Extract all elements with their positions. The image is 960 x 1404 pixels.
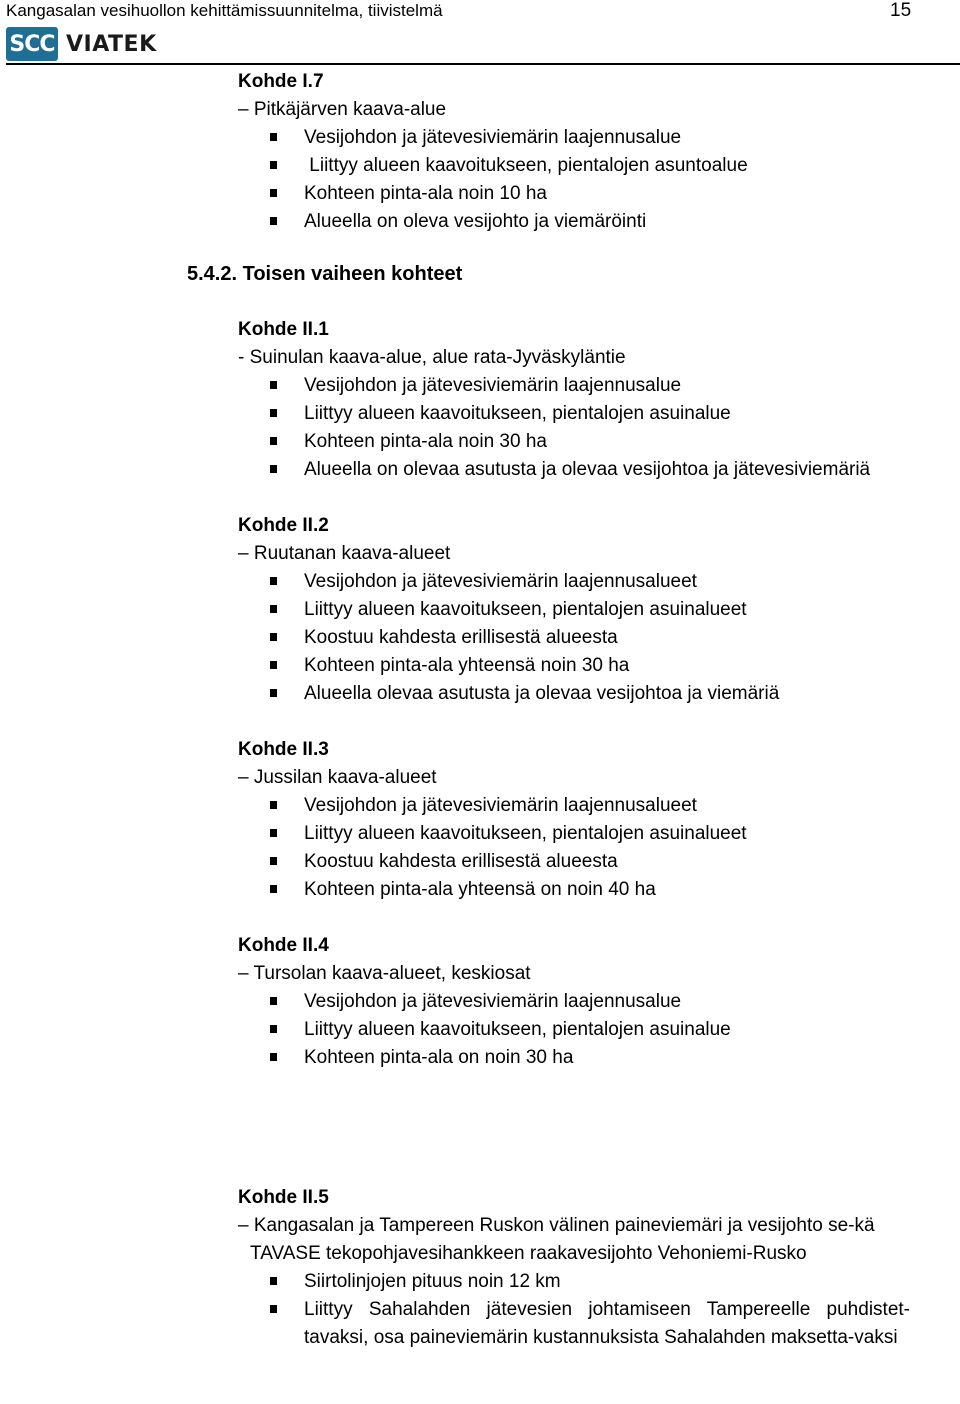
list-item: [0, 428, 960, 456]
list-item: [0, 848, 960, 876]
list-item: [0, 372, 960, 400]
list-item: [0, 400, 960, 428]
bullet-icon: [270, 465, 277, 473]
list-item: [0, 1016, 960, 1044]
list-item-text: Liittyy alueen kaavoitukseen, pientalojen asuinalueet: [304, 823, 747, 844]
list-item-text: Vesijohdon ja jätevesiviemärin laajennusalue: [304, 127, 682, 148]
bullet-icon: [270, 1305, 277, 1313]
bullet-icon: [270, 633, 277, 641]
scc-logo-mark: SCC: [6, 27, 58, 61]
list-item-text: Kohteen pinta-ala yhteensä noin 30 ha: [304, 655, 630, 676]
viatek-logo-text: VIATEK: [66, 31, 157, 57]
list-item: [0, 124, 960, 152]
bullet-icon: [270, 1053, 277, 1061]
item-title: Kohde II.5: [238, 1187, 329, 1208]
page-header: [0, 0, 960, 66]
list-item-text: Liittyy alueen kaavoitukseen, pientalojen asuinalue: [304, 403, 731, 424]
bullet-icon: [270, 1277, 277, 1285]
list-item: [0, 1296, 960, 1352]
list-item-text: Vesijohdon ja jätevesiviemärin laajennusalue: [304, 375, 682, 396]
list-item-text: Kohteen pinta-ala noin 10 ha: [304, 183, 547, 204]
bullet-list: [0, 792, 960, 904]
bullet-icon: [270, 689, 277, 697]
list-item-text: Koostuu kahdesta erillisestä alueesta: [304, 627, 618, 648]
header-divider: [6, 63, 960, 65]
bullet-icon: [270, 437, 277, 445]
bullet-icon: [270, 605, 277, 613]
list-item: [0, 652, 960, 680]
company-logo: [6, 26, 157, 62]
bullet-icon: [270, 857, 277, 865]
item-title: Kohde II.4: [238, 935, 329, 956]
list-item: [0, 152, 960, 180]
list-item-text: Vesijohdon ja jätevesiviemärin laajennusalue: [304, 991, 682, 1012]
bullet-icon: [270, 133, 277, 141]
bullet-icon: [270, 885, 277, 893]
item-description: – Ruutanan kaava-alueet: [238, 543, 451, 564]
list-item: [0, 876, 960, 904]
bullet-icon: [270, 1025, 277, 1033]
document-body: [0, 68, 960, 1352]
list-item: [0, 456, 960, 484]
bullet-icon: [270, 381, 277, 389]
item-title: Kohde II.2: [238, 515, 329, 536]
document-title: Kangasalan vesihuollon kehittämissuunnitelma, tiivistelmä: [6, 1, 443, 20]
list-item-text: Vesijohdon ja jätevesiviemärin laajennusalueet: [304, 795, 697, 816]
list-item-text: Liittyy alueen kaavoitukseen, pientalojen asuntoalue: [304, 155, 748, 176]
bullet-icon: [270, 189, 277, 197]
list-item-text: Alueella on olevaa asutusta ja olevaa vesijohtoa ja jätevesiviemäriä: [304, 459, 871, 480]
list-item: [0, 208, 960, 236]
list-item: [0, 596, 960, 624]
list-item-text: Siirtolinjojen pituus noin 12 km: [304, 1271, 561, 1292]
item-description-secondary: TAVASE tekopohjavesihankkeen raakavesijohto Vehoniemi-Rusko: [250, 1243, 807, 1264]
list-item-text: Kohteen pinta-ala noin 30 ha: [304, 431, 547, 452]
bullet-list: [0, 988, 960, 1072]
bullet-list: [0, 1268, 960, 1352]
list-item-text: Liittyy alueen kaavoitukseen, pientalojen asuinalue: [304, 1019, 731, 1040]
bullet-icon: [270, 801, 277, 809]
item-description: – Jussilan kaava-alueet: [238, 767, 437, 788]
list-item: [0, 792, 960, 820]
bullet-list: [0, 568, 960, 708]
item-description: – Tursolan kaava-alueet, keskiosat: [238, 963, 531, 984]
list-item-text: Kohteen pinta-ala yhteensä on noin 40 ha: [304, 879, 656, 900]
page-number: 15: [890, 0, 912, 21]
list-item: [0, 680, 960, 708]
bullet-icon: [270, 409, 277, 417]
list-item: [0, 180, 960, 208]
item-title: Kohde I.7: [238, 71, 324, 92]
list-item: [0, 1268, 960, 1296]
list-item-text: Alueella olevaa asutusta ja olevaa vesijohtoa ja viemäriä: [304, 683, 780, 704]
list-item: [0, 1044, 960, 1072]
list-item-text: Alueella on oleva vesijohto ja viemäröinti: [304, 211, 647, 232]
bullet-icon: [270, 661, 277, 669]
list-item-text: Kohteen pinta-ala on noin 30 ha: [304, 1047, 574, 1068]
bullet-icon: [270, 829, 277, 837]
list-item: [0, 624, 960, 652]
section-heading: 5.4.2. Toisen vaiheen kohteet: [187, 263, 463, 285]
bullet-icon: [270, 997, 277, 1005]
item-description: – Kangasalan ja Tampereen Ruskon välinen paineviemäri ja vesijohto se-kä: [238, 1215, 875, 1236]
bullet-icon: [270, 217, 277, 225]
item-title: Kohde II.1: [238, 319, 329, 340]
item-title: Kohde II.3: [238, 739, 329, 760]
list-item: [0, 820, 960, 848]
bullet-list: [0, 372, 960, 484]
item-description: – Pitkäjärven kaava-alue: [238, 99, 447, 120]
list-item-text: Koostuu kahdesta erillisestä alueesta: [304, 851, 618, 872]
bullet-icon: [270, 577, 277, 585]
list-item-text: Liittyy alueen kaavoitukseen, pientalojen asuinalueet: [304, 599, 747, 620]
list-item-text: Vesijohdon ja jätevesiviemärin laajennusalueet: [304, 571, 697, 592]
bullet-list: [0, 124, 960, 236]
item-description: - Suinulan kaava-alue, alue rata-Jyväskyläntie: [238, 347, 626, 368]
bullet-icon: [270, 161, 277, 169]
list-item: [0, 568, 960, 596]
list-item: [0, 988, 960, 1016]
list-item-text: Liittyy Sahalahden jätevesien johtamiseen Tampereelle puhdistet-tavaksi, osa paineviemärin kustannuksista Sahalahden maksetta-vaksi: [304, 1299, 910, 1348]
